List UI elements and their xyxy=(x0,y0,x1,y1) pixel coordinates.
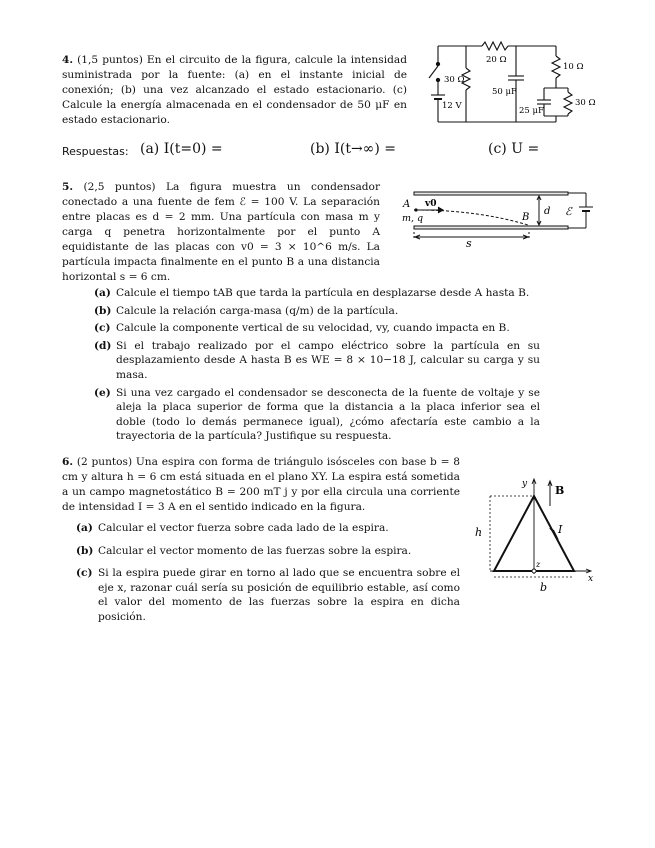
answer-a: (a) I(t=0) = xyxy=(140,141,223,157)
question-6-items xyxy=(76,521,460,628)
item-label: (c) xyxy=(76,567,93,580)
circuit-figure xyxy=(418,40,596,128)
question-text: (1,5 puntos) En el circuito de la figura, calcule la intensidad suministrada por la fuente: (a) en el instante inicial de conexión; (b) una vez alcanzado el estado estacionario. (c) Calcule la energía almacenada en el condensador de 50 μF en estado estacionario. xyxy=(62,54,407,126)
question-text: (2,5 puntos) La figura muestra un condensador conectado a una fuente de fem ℰ = 100 V. La separación entre placas es d = 2 mm. Una partícula con masa m y carga q penetra horizontalmente por el punto A equidistante de las placas con v0 = 3 × 10^6 m/s. La partícula impacta finalmente en el punto B a una distancia horizontal s = 6 cm. xyxy=(62,181,381,283)
question-number: 5. xyxy=(62,181,74,193)
question-5-statement xyxy=(62,180,380,285)
question-6 xyxy=(62,455,460,515)
point-A-label: A xyxy=(403,199,411,210)
question-4 xyxy=(62,53,407,128)
question-5-item-d xyxy=(94,339,540,383)
item-label: (b) xyxy=(76,544,94,557)
question-5-item-a xyxy=(94,286,540,301)
item-text: Calcule la relación carga-masa (q/m) de la partícula. xyxy=(116,304,399,317)
y-axis-label: y xyxy=(522,479,528,489)
question-5 xyxy=(62,180,380,285)
particle-dot xyxy=(414,208,417,211)
item-text: Calcule la componente vertical de su velocidad, vy, cuando impacta en B. xyxy=(116,322,510,335)
question-5-item-e xyxy=(94,386,540,444)
question-6-item-c xyxy=(76,566,460,624)
question-5-item-b xyxy=(94,304,540,319)
item-text: Si una vez cargado el condensador se desconecta de la fuente de voltaje y se aleja la placa superior de forma que la distancia a la placa inferior sea el doble (todo lo demás permanece igual), ¿cómo afectaría este cambio a la trayectoria de la partícula? Justifique su respuesta. xyxy=(116,386,540,443)
resistor-10-label: 10 Ω xyxy=(563,62,584,72)
item-label: (d) xyxy=(94,339,112,352)
item-text: Si la espira puede girar en torno al lado que se encuentra sobre el eje x, razonar cuál sería su posición de equilibrio estable, así como el valor del momento de las fuerzas sobre la espira en dicha posición. xyxy=(98,567,460,623)
item-text: Calcule el tiempo tAB que tarda la partícula en desplazarse desde A hasta B. xyxy=(116,287,530,299)
v0-label: v0 xyxy=(425,199,437,209)
item-label: (e) xyxy=(94,386,111,399)
capacitor-25-label: 25 μF xyxy=(519,106,544,116)
question-4-statement xyxy=(62,53,407,128)
mq-label: m, q xyxy=(402,213,424,224)
capacitor-figure xyxy=(398,188,598,250)
B-field-label: B xyxy=(555,484,565,497)
question-5-item-c xyxy=(94,321,540,336)
h-label: h xyxy=(475,526,483,539)
resistor-30-left-label: 30 Ω xyxy=(444,75,465,85)
question-6-item-a xyxy=(76,521,460,536)
d-label: d xyxy=(544,206,551,217)
item-text: Calcular el vector momento de las fuerzas sobre la espira. xyxy=(98,544,412,557)
triangle-figure xyxy=(470,474,600,596)
question-5-items xyxy=(94,286,540,447)
z-axis-label: z xyxy=(536,560,541,569)
item-label: (c) xyxy=(94,322,111,335)
resistor-30-right-label: 30 Ω xyxy=(575,98,596,108)
emf-label: ℰ xyxy=(565,205,572,218)
current-I-label: I xyxy=(558,523,563,536)
question-number: 4. xyxy=(62,54,74,66)
s-label: s xyxy=(466,237,472,250)
z-axis-marker xyxy=(532,569,536,573)
resistor-20-label: 20 Ω xyxy=(486,55,507,65)
question-6-item-b xyxy=(76,544,460,559)
answer-c: (c) U = xyxy=(488,141,540,157)
capacitor-50-label: 50 μF xyxy=(492,87,517,97)
point-B-label: B xyxy=(522,212,530,223)
item-text: Si el trabajo realizado por el campo eléctrico sobre la partícula en su desplazamiento desde A hasta B es WE = 8 × 10−18 J, calcular su carga y su masa. xyxy=(116,339,540,381)
x-axis-label: x xyxy=(588,574,594,584)
answer-b: (b) I(t→∞) = xyxy=(310,141,396,157)
answers-label: Respuestas: xyxy=(62,145,129,158)
question-number: 6. xyxy=(62,456,74,468)
item-label: (a) xyxy=(76,522,93,534)
question-6-statement xyxy=(62,455,460,515)
b-label: b xyxy=(540,581,548,594)
item-text: Calcular el vector fuerza sobre cada lado de la espira. xyxy=(98,522,389,534)
question-text: (2 puntos) Una espira con forma de triángulo isósceles con base b = 8 cm y altura h = 6 cm está situada en el plano XY. La espira está sometida a un campo magnetostático B = 200 mT j y por ella circula una corriente de intensidad I = 3 A en el sentido indicado en la figura. xyxy=(62,456,460,513)
item-label: (a) xyxy=(94,287,111,299)
item-label: (b) xyxy=(94,304,112,317)
source-label: 12 V xyxy=(442,101,462,111)
